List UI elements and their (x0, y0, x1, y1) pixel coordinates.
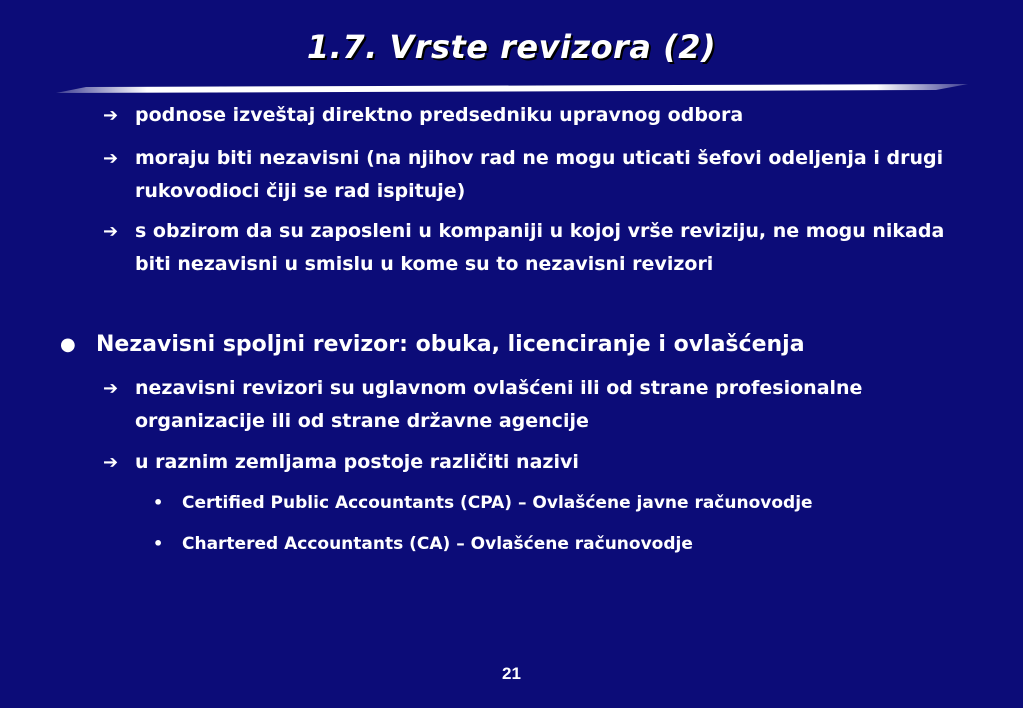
list-item-text: Chartered Accountants (CA) – Ovlašćene računovodje (182, 534, 693, 554)
bullet-small-icon: • (153, 493, 164, 512)
list-item (153, 529, 973, 559)
list-item-text: moraju biti nezavisni (na njihov rad ne mogu uticati šefovi odeljenja i drugi rukovodioci čiji se rad ispituje) (135, 147, 944, 202)
arrow-right-icon: ➔ (103, 221, 119, 242)
list-item (103, 372, 983, 438)
list-item (103, 446, 983, 479)
bullet-dot-icon: ● (60, 334, 76, 355)
list-item (153, 488, 973, 518)
page-number: 21 (502, 664, 521, 683)
list-item-text: nezavisni revizori su uglavnom ovlašćeni ili od strane profesionalne organizacije ili od strane državne agencije (135, 377, 863, 432)
arrow-right-icon: ➔ (103, 378, 119, 399)
list-item (103, 215, 983, 281)
list-item-text: u raznim zemljama postoje različiti nazivi (135, 451, 579, 473)
list-item-text: podnose izveštaj direktno predsedniku upravnog odbora (135, 104, 744, 126)
bullet-small-icon: • (153, 534, 164, 553)
arrow-right-icon: ➔ (103, 452, 119, 473)
list-item (103, 142, 983, 208)
slide-title: 1.7. Vrste revizora (2) (306, 28, 717, 66)
list-item-text: Nezavisni spoljni revizor: obuka, licenciranje i ovlašćenja (96, 332, 805, 357)
list-item (103, 99, 983, 132)
arrow-right-icon: ➔ (103, 148, 119, 169)
list-item-text: s obzirom da su zaposleni u kompaniji u kojoj vrše reviziju, ne mogu nikada biti nezavisni u smislu u kome su to nezavisni revizori (135, 220, 945, 275)
list-item (60, 328, 960, 362)
arrow-right-icon: ➔ (103, 105, 119, 126)
list-item-text: Certified Public Accountants (CPA) – Ovlašćene javne računovodje (182, 493, 813, 513)
